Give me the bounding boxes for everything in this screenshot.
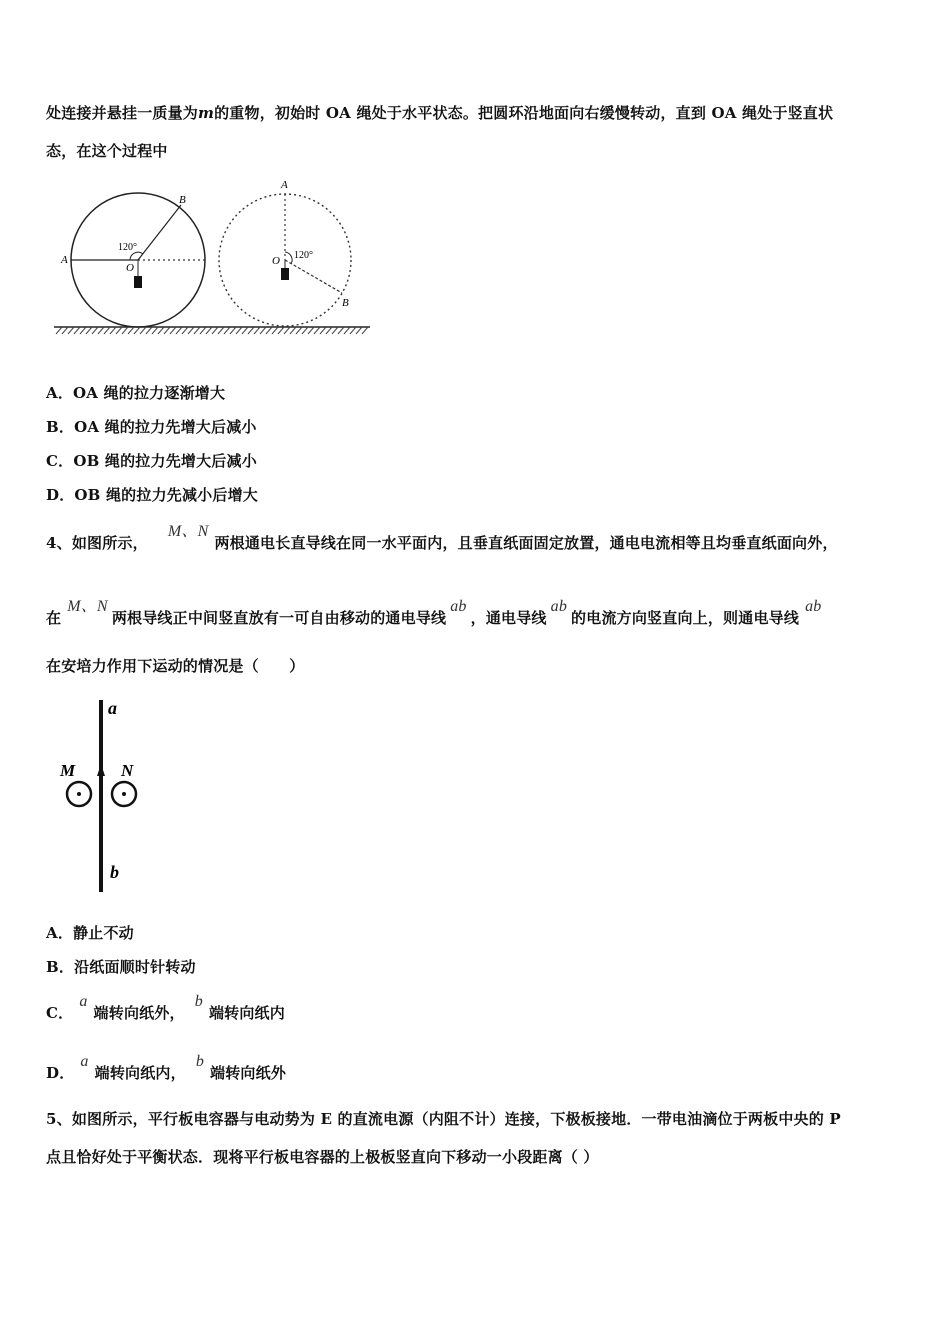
q4-option-d-a: a xyxy=(80,1053,89,1070)
q4-mn-symbol-2: M、N xyxy=(67,598,108,615)
label-a: a xyxy=(108,698,117,718)
left-angle-label: 120° xyxy=(118,242,137,253)
wire-N-dot xyxy=(122,792,126,796)
q4-option-c-a: a xyxy=(79,993,88,1010)
q4-ab-symbol-3: ab xyxy=(805,598,822,615)
q4-mn-symbol: M、N xyxy=(167,523,209,540)
q4-option-c[interactable] xyxy=(46,993,285,1023)
q3-stem-line1 xyxy=(46,102,833,123)
q4-option-d-prefix: D． xyxy=(46,1064,75,1082)
q4-option-d[interactable] xyxy=(46,1053,287,1083)
left-label-B: B xyxy=(179,194,186,206)
q4-line2-text2: ，通电导线 xyxy=(470,609,547,627)
left-label-O: O xyxy=(126,262,134,274)
right-angle-label: 120° xyxy=(294,250,313,261)
q4-line2-text1: 两根导线正中间竖直放有一可自由移动的通电导线 xyxy=(111,609,447,627)
q4-option-d-end: 端转向纸外 xyxy=(210,1064,287,1082)
q5-stem-line1: 5、如图所示，平行板电容器与电动势为 E 的直流电源（内阻不计）连接，下极板接地．一带电油滴位于两板中央的 P xyxy=(46,1110,841,1128)
q4-ab-symbol-1: ab xyxy=(450,598,467,615)
current-arrow xyxy=(97,764,105,776)
right-label-O: O xyxy=(272,255,280,267)
label-M: M xyxy=(60,761,76,780)
q4-figure-wires xyxy=(56,694,166,898)
ground-hatching xyxy=(56,327,368,334)
left-label-A: A xyxy=(61,254,68,266)
q4-option-d-mid: 端转向纸内， xyxy=(94,1064,186,1082)
label-N: N xyxy=(121,761,134,780)
right-weight xyxy=(281,268,289,280)
q4-ab-symbol-2: ab xyxy=(550,598,568,615)
q3-stem-line2: 态，在这个过程中 xyxy=(46,142,168,160)
q3-option-c[interactable]: C．OB 绳的拉力先增大后减小 xyxy=(46,452,257,470)
q4-option-d-b: b xyxy=(195,1053,205,1070)
q4-line2-text3: 的电流方向竖直向上，则通电导线 xyxy=(571,609,800,627)
right-label-B: B xyxy=(342,297,349,309)
q4-stem-line3: 在安培力作用下运动的情况是（ ） xyxy=(46,657,305,675)
wire-M-dot xyxy=(77,792,81,796)
right-angle-arc xyxy=(285,252,292,264)
q4-option-c-b: b xyxy=(194,993,203,1010)
q4-option-c-prefix: C． xyxy=(46,1004,74,1022)
q4-option-c-mid: 端转向纸外， xyxy=(93,1004,185,1022)
mass-symbol: m xyxy=(198,104,215,122)
right-label-A: A xyxy=(281,179,288,191)
q4-number: 4、如图所示， xyxy=(46,534,148,552)
q4-stem-line2 xyxy=(46,598,822,628)
q5-stem-line2: 点且恰好处于平衡状态．现将平行板电容器的上极板竖直向下移动一小段距离（ ） xyxy=(46,1148,599,1166)
right-rope-OB xyxy=(285,260,342,293)
q3-option-d[interactable]: D．OB 绳的拉力先减小后增大 xyxy=(46,486,258,504)
label-b: b xyxy=(110,862,119,882)
q4-line2-prefix: 在 xyxy=(46,609,62,627)
q3-option-b[interactable]: B．OA 绳的拉力先增大后减小 xyxy=(46,418,257,436)
q3-option-a[interactable]: A．OA 绳的拉力逐渐增大 xyxy=(46,384,226,402)
q3-stem-text: 处连接并悬挂一质量为 xyxy=(46,104,199,122)
q4-stem-line1 xyxy=(46,523,838,553)
q4-option-c-end: 端转向纸内 xyxy=(208,1004,285,1022)
left-rope-OB xyxy=(138,205,181,260)
q3-figure-ring-diagram xyxy=(44,172,384,342)
q4-option-b[interactable]: B．沿纸面顺时针转动 xyxy=(46,958,196,976)
q4-stem-text: 两根通电长直导线在同一水平面内，且垂直纸面固定放置，通电电流相等且均垂直纸面向外， xyxy=(214,534,838,552)
q3-stem-text-rest: 的重物，初始时 OA 绳处于水平状态。把圆环沿地面向右缓慢转动，直到 OA 绳处于竖直状 xyxy=(214,104,834,122)
left-weight xyxy=(134,276,142,288)
q4-option-a[interactable]: A．静止不动 xyxy=(46,924,134,942)
